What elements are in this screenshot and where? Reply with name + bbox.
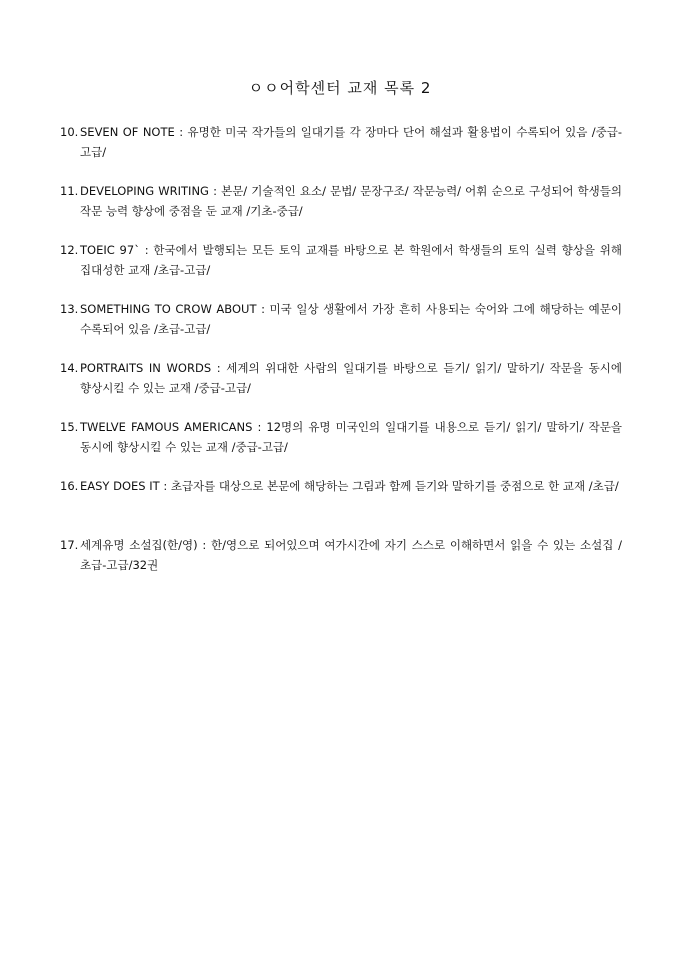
item-number: 17.: [60, 538, 79, 552]
list-item: [60, 358, 622, 398]
item-number: 14.: [60, 361, 79, 375]
list-item: [60, 299, 622, 339]
item-text: SOMETHING TO CROW ABOUT : 미국 일상 생활에서 가장 흔히 사용되는 숙어와 그에 해당하는 예문이 수록되어 있음 /초급-고급/: [80, 302, 622, 336]
document-title: ㅇㅇ어학센터 교재 목록 2: [248, 79, 432, 97]
item-number: 15.: [60, 420, 79, 434]
item-text: EASY DOES IT : 초급자를 대상으로 본문에 해당하는 그림과 함께 듣기와 말하기를 중점으로 한 교재 /초급/: [80, 479, 619, 493]
list-item: [60, 181, 622, 221]
item-text: DEVELOPING WRITING : 본문/ 기술적인 요소/ 문법/ 문장구조/ 작문능력/ 어휘 순으로 구성되어 학생들의 작문 능력 향상에 중점을 둔 교재 /기초-중급/: [80, 184, 622, 218]
list-item: [60, 535, 622, 575]
item-number: 12.: [60, 243, 79, 257]
textbook-list: [60, 122, 622, 594]
item-text: TWELVE FAMOUS AMERICANS : 12명의 유명 미국인의 일대기를 내용으로 듣기/ 읽기/ 말하기/ 작문을 동시에 향상시킬 수 있는 교재 /중급-고급/: [80, 420, 622, 454]
item-number: 10.: [60, 125, 79, 139]
item-text: SEVEN OF NOTE : 유명한 미국 작가들의 일대기를 각 장마다 단어 해설과 활용법이 수록되어 있음 /중급-고급/: [80, 125, 622, 159]
item-number: 13.: [60, 302, 79, 316]
item-text: TOEIC 97` : 한국에서 발행되는 모든 토익 교재를 바탕으로 본 학원에서 학생들의 토익 실력 향상을 위해 집대성한 교재 /초급-고급/: [80, 243, 622, 277]
item-number: 16.: [60, 479, 79, 493]
list-item: [60, 240, 622, 280]
list-item: [60, 417, 622, 457]
list-item: [60, 476, 622, 516]
item-number: 11.: [60, 184, 79, 198]
item-text: 세계유명 소설집(한/영) : 한/영으로 되어있으며 여가시간에 자기 스스로 이해하면서 읽을 수 있는 소설집 /초급-고급/32권: [80, 538, 622, 572]
list-item: [60, 122, 622, 162]
item-text: PORTRAITS IN WORDS : 세계의 위대한 사람의 일대기를 바탕으로 듣기/ 읽기/ 말하기/ 작문을 동시에 향상시킬 수 있는 교재 /중급-고급/: [80, 361, 622, 395]
